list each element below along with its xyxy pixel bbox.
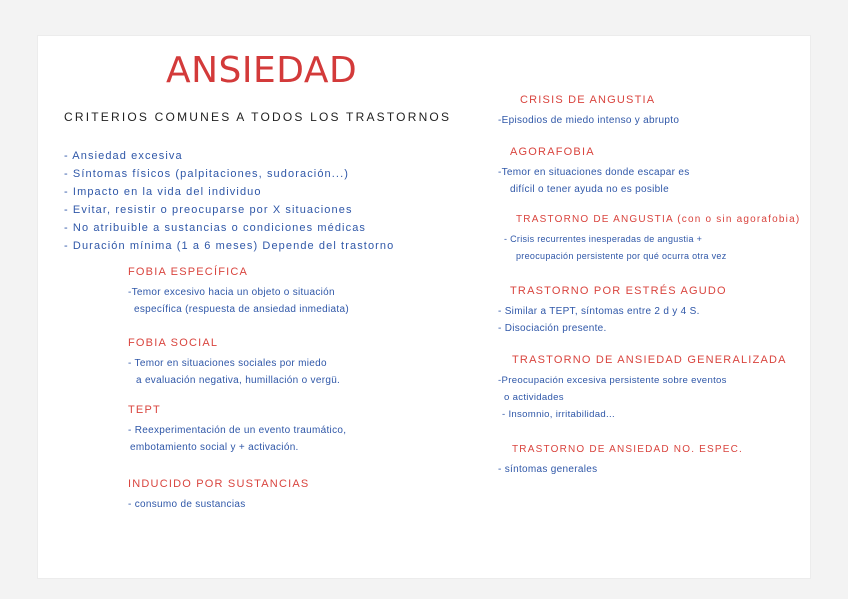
section-title: TRASTORNO POR ESTRÉS AGUDO <box>510 285 727 297</box>
criteria-item: - No atribuible a sustancias o condiciones médicas <box>64 222 367 234</box>
section-ansiedad-generalizada <box>498 354 787 423</box>
section-crisis-angustia <box>498 94 679 129</box>
criteria-item: - Síntomas físicos (palpitaciones, sudoración...) <box>64 168 350 180</box>
section-fobia-social <box>128 337 340 389</box>
criteria-heading: CRITERIOS COMUNES A TODOS LOS TRASTORNOS <box>64 110 452 124</box>
section-estres-agudo <box>498 285 727 337</box>
section-body <box>128 496 309 513</box>
section-title: FOBIA ESPECÍFICA <box>128 266 249 278</box>
section-inducido <box>128 478 309 513</box>
section-line: -Preocupación excesiva persistente sobre eventos <box>498 375 727 386</box>
criteria-item: - Impacto en la vida del individuo <box>64 186 262 198</box>
section-line: difícil o tener ayuda no es posible <box>510 184 669 195</box>
section-trastorno-angustia <box>498 214 800 265</box>
section-body <box>128 284 349 318</box>
section-tept <box>128 404 346 456</box>
section-body <box>128 422 346 456</box>
section-title: TRASTORNO DE ANSIEDAD GENERALIZADA <box>512 354 787 366</box>
section-body <box>498 303 727 337</box>
section-line: -Temor excesivo hacia un objeto o situación <box>128 287 335 298</box>
section-body <box>498 164 690 198</box>
section-title: TRASTORNO DE ANGUSTIA (con o sin agorafobia) <box>516 214 801 225</box>
section-title: AGORAFOBIA <box>510 146 595 158</box>
section-body <box>498 461 743 478</box>
section-title: FOBIA SOCIAL <box>128 337 219 349</box>
section-title: TEPT <box>128 404 161 416</box>
section-title: INDUCIDO POR SUSTANCIAS <box>128 478 310 490</box>
section-line: específica (respuesta de ansiedad inmediata) <box>134 304 349 315</box>
section-body <box>498 231 800 265</box>
notes-page <box>38 36 810 578</box>
criteria-item: - Evitar, resistir o preocuparse por X situaciones <box>64 204 353 216</box>
section-line: - Crisis recurrentes inesperadas de angustia + <box>504 234 703 244</box>
page-title: ANSIEDAD <box>166 50 358 91</box>
section-line: embotamiento social y + activación. <box>130 442 299 453</box>
section-line: - consumo de sustancias <box>128 499 246 510</box>
section-line: a evaluación negativa, humillación o vergü. <box>136 375 341 386</box>
section-line: o actividades <box>504 392 564 403</box>
section-body <box>128 355 340 389</box>
section-line: -Temor en situaciones donde escapar es <box>498 167 690 178</box>
section-ansiedad-no-especificada <box>498 444 743 478</box>
section-fobia-especifica <box>128 266 349 318</box>
section-title: TRASTORNO DE ANSIEDAD NO. ESPEC. <box>512 444 744 455</box>
section-line: - Temor en situaciones sociales por miedo <box>128 358 327 369</box>
section-line: preocupación persistente por qué ocurra otra vez <box>516 251 727 261</box>
criteria-item: - Ansiedad excesiva <box>64 150 183 162</box>
section-line: - Similar a TEPT, síntomas entre 2 d y 4 S. <box>498 306 700 317</box>
section-line: - Disociación presente. <box>498 323 607 334</box>
criteria-list <box>64 147 394 255</box>
section-body <box>498 372 787 423</box>
criteria-item: - Duración mínima (1 a 6 meses) Depende del trastorno <box>64 240 395 252</box>
section-line: - Insomnio, irritabilidad... <box>502 409 615 420</box>
section-line: -Episodios de miedo intenso y abrupto <box>498 115 680 126</box>
section-body <box>498 112 679 129</box>
section-line: - Reexperimentación de un evento traumático, <box>128 425 347 436</box>
section-title: CRISIS DE ANGUSTIA <box>520 94 656 106</box>
section-line: - síntomas generales <box>498 464 598 475</box>
section-agorafobia <box>498 146 690 198</box>
